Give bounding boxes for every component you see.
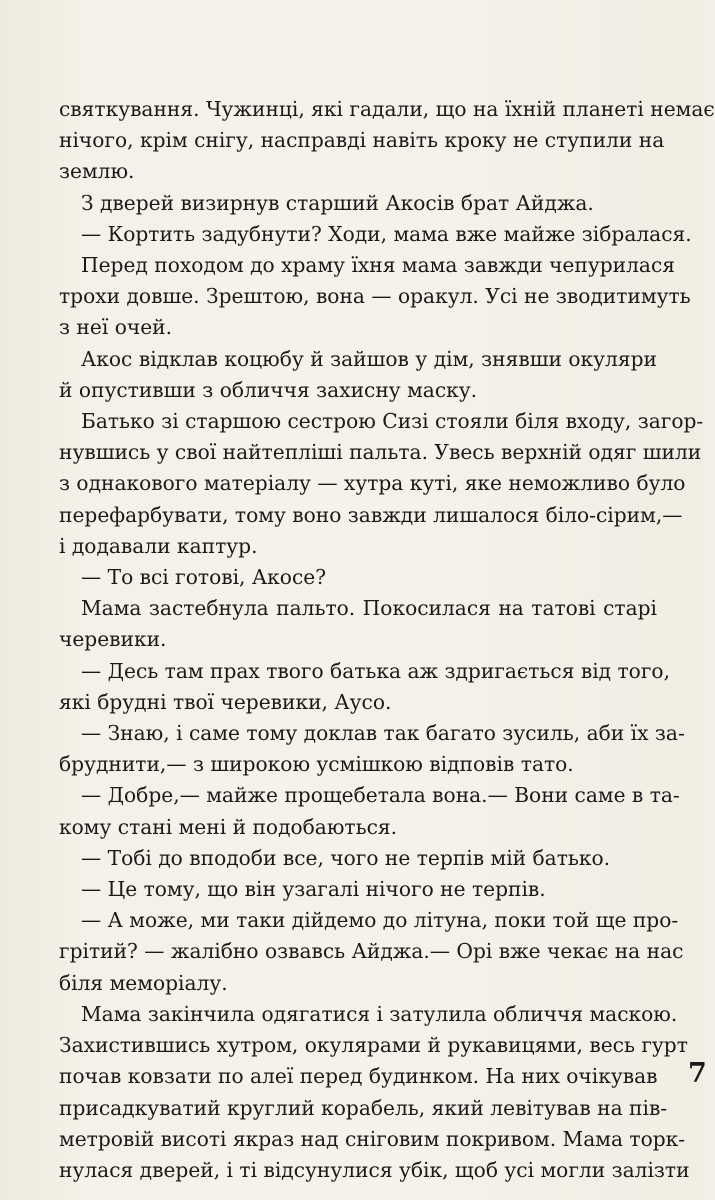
text-line: кому стані мені й подобаються. xyxy=(59,814,398,839)
text-line: присадкуватий круглий корабель, який левітував на пів- xyxy=(59,1095,668,1120)
text-line: трохи довше. Зрештою, вона — оракул. Усі не зводитимуть xyxy=(59,284,691,309)
text-line: перефарбувати, тому воно завжди лишалося біло-сірим,— xyxy=(59,502,683,527)
text-line: Акос відклав коцюбу й зайшов у дім, знявши окуляри xyxy=(81,346,657,371)
text-line: які брудні твої черевики, Аусо. xyxy=(59,689,392,714)
text-line: — Добре,— майже прощебетала вона.— Вони саме в та- xyxy=(81,783,680,808)
text-line: й опустивши з обличчя захисну маску. xyxy=(59,377,478,402)
text-line: з однакового матеріалу — хутра куті, яке неможливо було xyxy=(59,471,686,496)
text-line: З дверей визирнув старший Акосів брат Айджа. xyxy=(81,190,594,215)
text-line: нулася дверей, і ті відсунулися убік, щоб усі могли залізти xyxy=(59,1157,690,1182)
text-line: — То всі готові, Акосе? xyxy=(81,565,327,590)
body-text xyxy=(59,94,715,1186)
text-line: грітий? — жалібно озвавсь Айджа.— Орі вже чекає на нас xyxy=(59,939,684,964)
text-line: метровій висоті якраз над сніговим покривом. Мама торк- xyxy=(59,1126,686,1151)
text-line: почав ковзати по алеї перед будинком. На них очікував xyxy=(59,1064,658,1089)
text-line: з неї очей. xyxy=(59,315,173,340)
page-number: 7 xyxy=(688,1058,707,1089)
text-line: землю. xyxy=(59,159,135,184)
text-line: черевики. xyxy=(59,627,167,652)
text-line: Батько зі старшою сестрою Сизі стояли біля входу, загор- xyxy=(81,409,704,434)
text-line: Захистившись хутром, окулярами й рукавицями, весь гурт xyxy=(59,1033,688,1058)
text-line: — Це тому, що він узагалі нічого не терпів. xyxy=(81,877,546,902)
text-line: бруднити,— з широкою усмішкою відповів тато. xyxy=(59,752,574,777)
text-line: — Тобі до вподоби все, чого не терпів мій батько. xyxy=(81,845,611,870)
text-line: святкування. Чужинці, які гадали, що на їхній планеті немає xyxy=(59,97,715,121)
text-line: — А може, ми таки дійдемо до літуна, поки той ще про- xyxy=(81,908,679,933)
text-line: нічого, крім снігу, насправді навіть кроку не ступили на xyxy=(59,128,665,153)
text-line: Перед походом до храму їхня мама завжди чепурилася xyxy=(81,253,675,278)
text-line: — Знаю, і саме тому доклав так багато зусиль, аби їх за- xyxy=(81,721,685,746)
text-line: і додавали каптур. xyxy=(59,533,258,558)
text-line: нувшись у свої найтепліші пальта. Увесь верхній одяг шили xyxy=(59,440,702,465)
text-line: — Кортить задубнути? Ходи, мама вже майже зібралася. xyxy=(81,221,692,246)
text-line: Мама закінчила одягатися і затулила обличчя маскою. xyxy=(81,1001,678,1026)
text-line: біля меморіалу. xyxy=(59,970,228,995)
text-line: Мама застебнула пальто. Покосилася на татові старі xyxy=(81,596,657,621)
text-line: — Десь там прах твого батька аж здригається від того, xyxy=(81,658,670,683)
